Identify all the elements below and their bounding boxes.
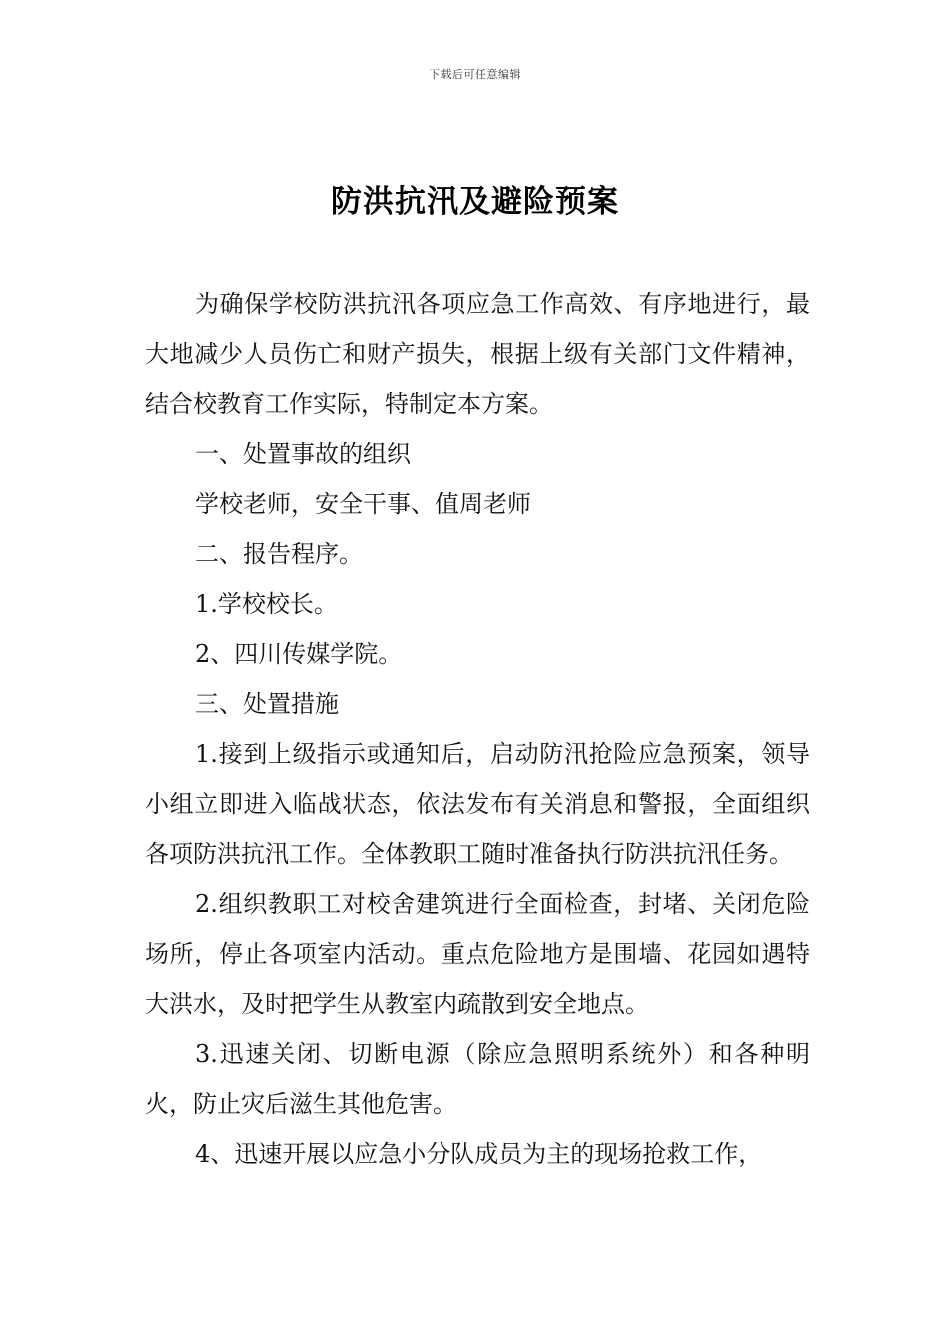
paragraph-section-2-item-2: 2、四川传媒学院。 [195, 640, 403, 668]
paragraph-section-3-heading: 三、处置措施 [195, 690, 339, 718]
paragraph-section-3-item-2: 2.组织教职工对校舍建筑进行全面检查，封堵、关闭危险场所，停止各项室内活动。重点危险地方是围墙、花园如遇特大洪水，及时把学生从教室内疏散到安全地点。 [145, 890, 810, 1018]
paragraph-intro: 为确保学校防洪抗汛各项应急工作高效、有序地进行，最大地减少人员伤亡和财产损失，根据上级有关部门文件精神，结合校教育工作实际，特制定本方案。 [145, 290, 810, 418]
paragraph-section-3-item-3: 3.迅速关闭、切断电源（除应急照明系统外）和各种明火，防止灾后滋生其他危害。 [145, 1040, 810, 1118]
document-title: 防洪抗汛及避险预案 [331, 184, 619, 220]
document-body [145, 279, 810, 1179]
paragraph-section-3-item-4: 4、迅速开展以应急小分队成员为主的现场抢救工作， [195, 1140, 763, 1168]
paragraph-section-3-item-1: 1.接到上级指示或通知后，启动防汛抢险应急预案，领导小组立即进入临战状态，依法发布有关消息和警报，全面组织各项防洪抗汛工作。全体教职工随时准备执行防洪抗汛任务。 [145, 740, 810, 868]
paragraph-section-2-item-1: 1.学校校长。 [195, 590, 338, 618]
paragraph-section-1-heading: 一、处置事故的组织 [195, 440, 411, 468]
paragraph-section-2-heading: 二、报告程序。 [195, 540, 363, 568]
paragraph-section-1-content: 学校老师，安全干事、值周老师 [195, 490, 531, 518]
header-note: 下载后可任意编辑 [429, 68, 521, 81]
